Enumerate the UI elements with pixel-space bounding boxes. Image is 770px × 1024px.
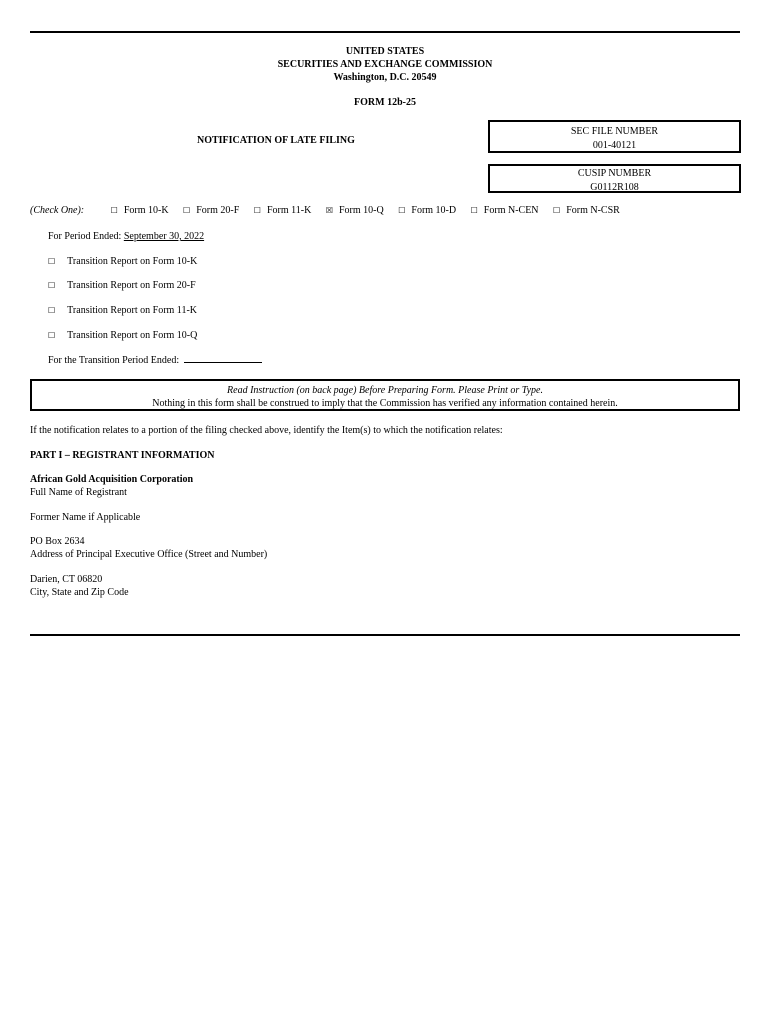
address-value: PO Box 2634	[30, 536, 85, 547]
option-form-10-k[interactable]: ☐ Form 10-K	[110, 205, 169, 216]
checkbox-icon[interactable]: ☐	[183, 206, 191, 215]
portion-note: If the notification relates to a portion of the filing checked above, identify the Item(s) to which the notification relates:	[30, 425, 503, 436]
city-value: Darien, CT 06820	[30, 574, 103, 585]
checked-checkbox-icon[interactable]: ☒	[325, 206, 333, 215]
checkbox-icon[interactable]: ☐	[48, 306, 56, 315]
sec-file-number-label: SEC FILE NUMBER	[570, 126, 659, 137]
disclaimer-line: Nothing in this form shall be construed to imply that the Commission has verified any information contained herein.	[152, 398, 618, 409]
header-agency: SECURITIES AND EXCHANGE COMMISSION	[277, 59, 493, 70]
cusip-number-label: CUSIP NUMBER	[577, 168, 652, 179]
check-one-row	[30, 205, 632, 216]
header-location: Washington, D.C. 20549	[333, 72, 437, 83]
sec-file-number-value: 001-40121	[592, 140, 637, 151]
part1-title: PART I – REGISTRANT INFORMATION	[30, 450, 215, 461]
checkbox-icon[interactable]: ☐	[398, 206, 406, 215]
period-ended-value: September 30, 2022	[123, 231, 205, 242]
period-ended-label: For Period Ended:	[48, 231, 122, 242]
checkbox-icon[interactable]: ☐	[553, 206, 561, 215]
sec-file-number-box	[488, 120, 741, 153]
option-form-n-csr[interactable]: ☐ Form N-CSR	[553, 205, 620, 216]
cusip-number-value: G0112R108	[590, 182, 639, 193]
bottom-rule	[30, 634, 740, 636]
address-label: Address of Principal Executive Office (Street and Number)	[30, 549, 268, 560]
option-form-10-q[interactable]: ☒ Form 10-Q	[325, 205, 384, 216]
option-form-n-cen[interactable]: ☐ Form N-CEN	[470, 205, 539, 216]
former-name-label: Former Name if Applicable	[30, 512, 141, 523]
checkbox-icon[interactable]: ☐	[48, 331, 56, 340]
top-rule	[30, 31, 740, 33]
transition-report-10-k[interactable]: ☐ Transition Report on Form 10-K	[48, 256, 198, 267]
transition-period	[48, 354, 262, 366]
option-form-10-d[interactable]: ☐ Form 10-D	[398, 205, 457, 216]
transition-report-20-f[interactable]: ☐ Transition Report on Form 20-F	[48, 280, 196, 291]
transition-period-blank[interactable]	[184, 354, 262, 363]
check-one-label: (Check One):	[30, 205, 85, 216]
city-label: City, State and Zip Code	[30, 587, 129, 598]
registrant-name-label: Full Name of Registrant	[30, 487, 127, 498]
cusip-number-box	[488, 164, 741, 193]
form-title: FORM 12b-25	[354, 97, 416, 108]
checkbox-icon[interactable]: ☐	[48, 257, 56, 266]
checkbox-icon[interactable]: ☐	[48, 281, 56, 290]
period-ended	[48, 231, 204, 242]
transition-report-10-q[interactable]: ☐ Transition Report on Form 10-Q	[48, 330, 198, 341]
transition-period-label: For the Transition Period Ended:	[48, 355, 180, 366]
checkbox-icon[interactable]: ☐	[110, 206, 118, 215]
checkbox-icon[interactable]: ☐	[253, 206, 261, 215]
header-country: UNITED STATES	[345, 46, 425, 57]
registrant-name: African Gold Acquisition Corporation	[30, 474, 194, 485]
notification-title: NOTIFICATION OF LATE FILING	[197, 135, 355, 146]
instruction-notice	[30, 379, 740, 411]
transition-report-11-k[interactable]: ☐ Transition Report on Form 11-K	[48, 305, 197, 316]
instruction-line: Read Instruction (on back page) Before Preparing Form. Please Print or Type.	[227, 385, 543, 396]
checkbox-icon[interactable]: ☐	[470, 206, 478, 215]
option-form-20-f[interactable]: ☐ Form 20-F	[183, 205, 240, 216]
option-form-11-k[interactable]: ☐ Form 11-K	[253, 205, 312, 216]
